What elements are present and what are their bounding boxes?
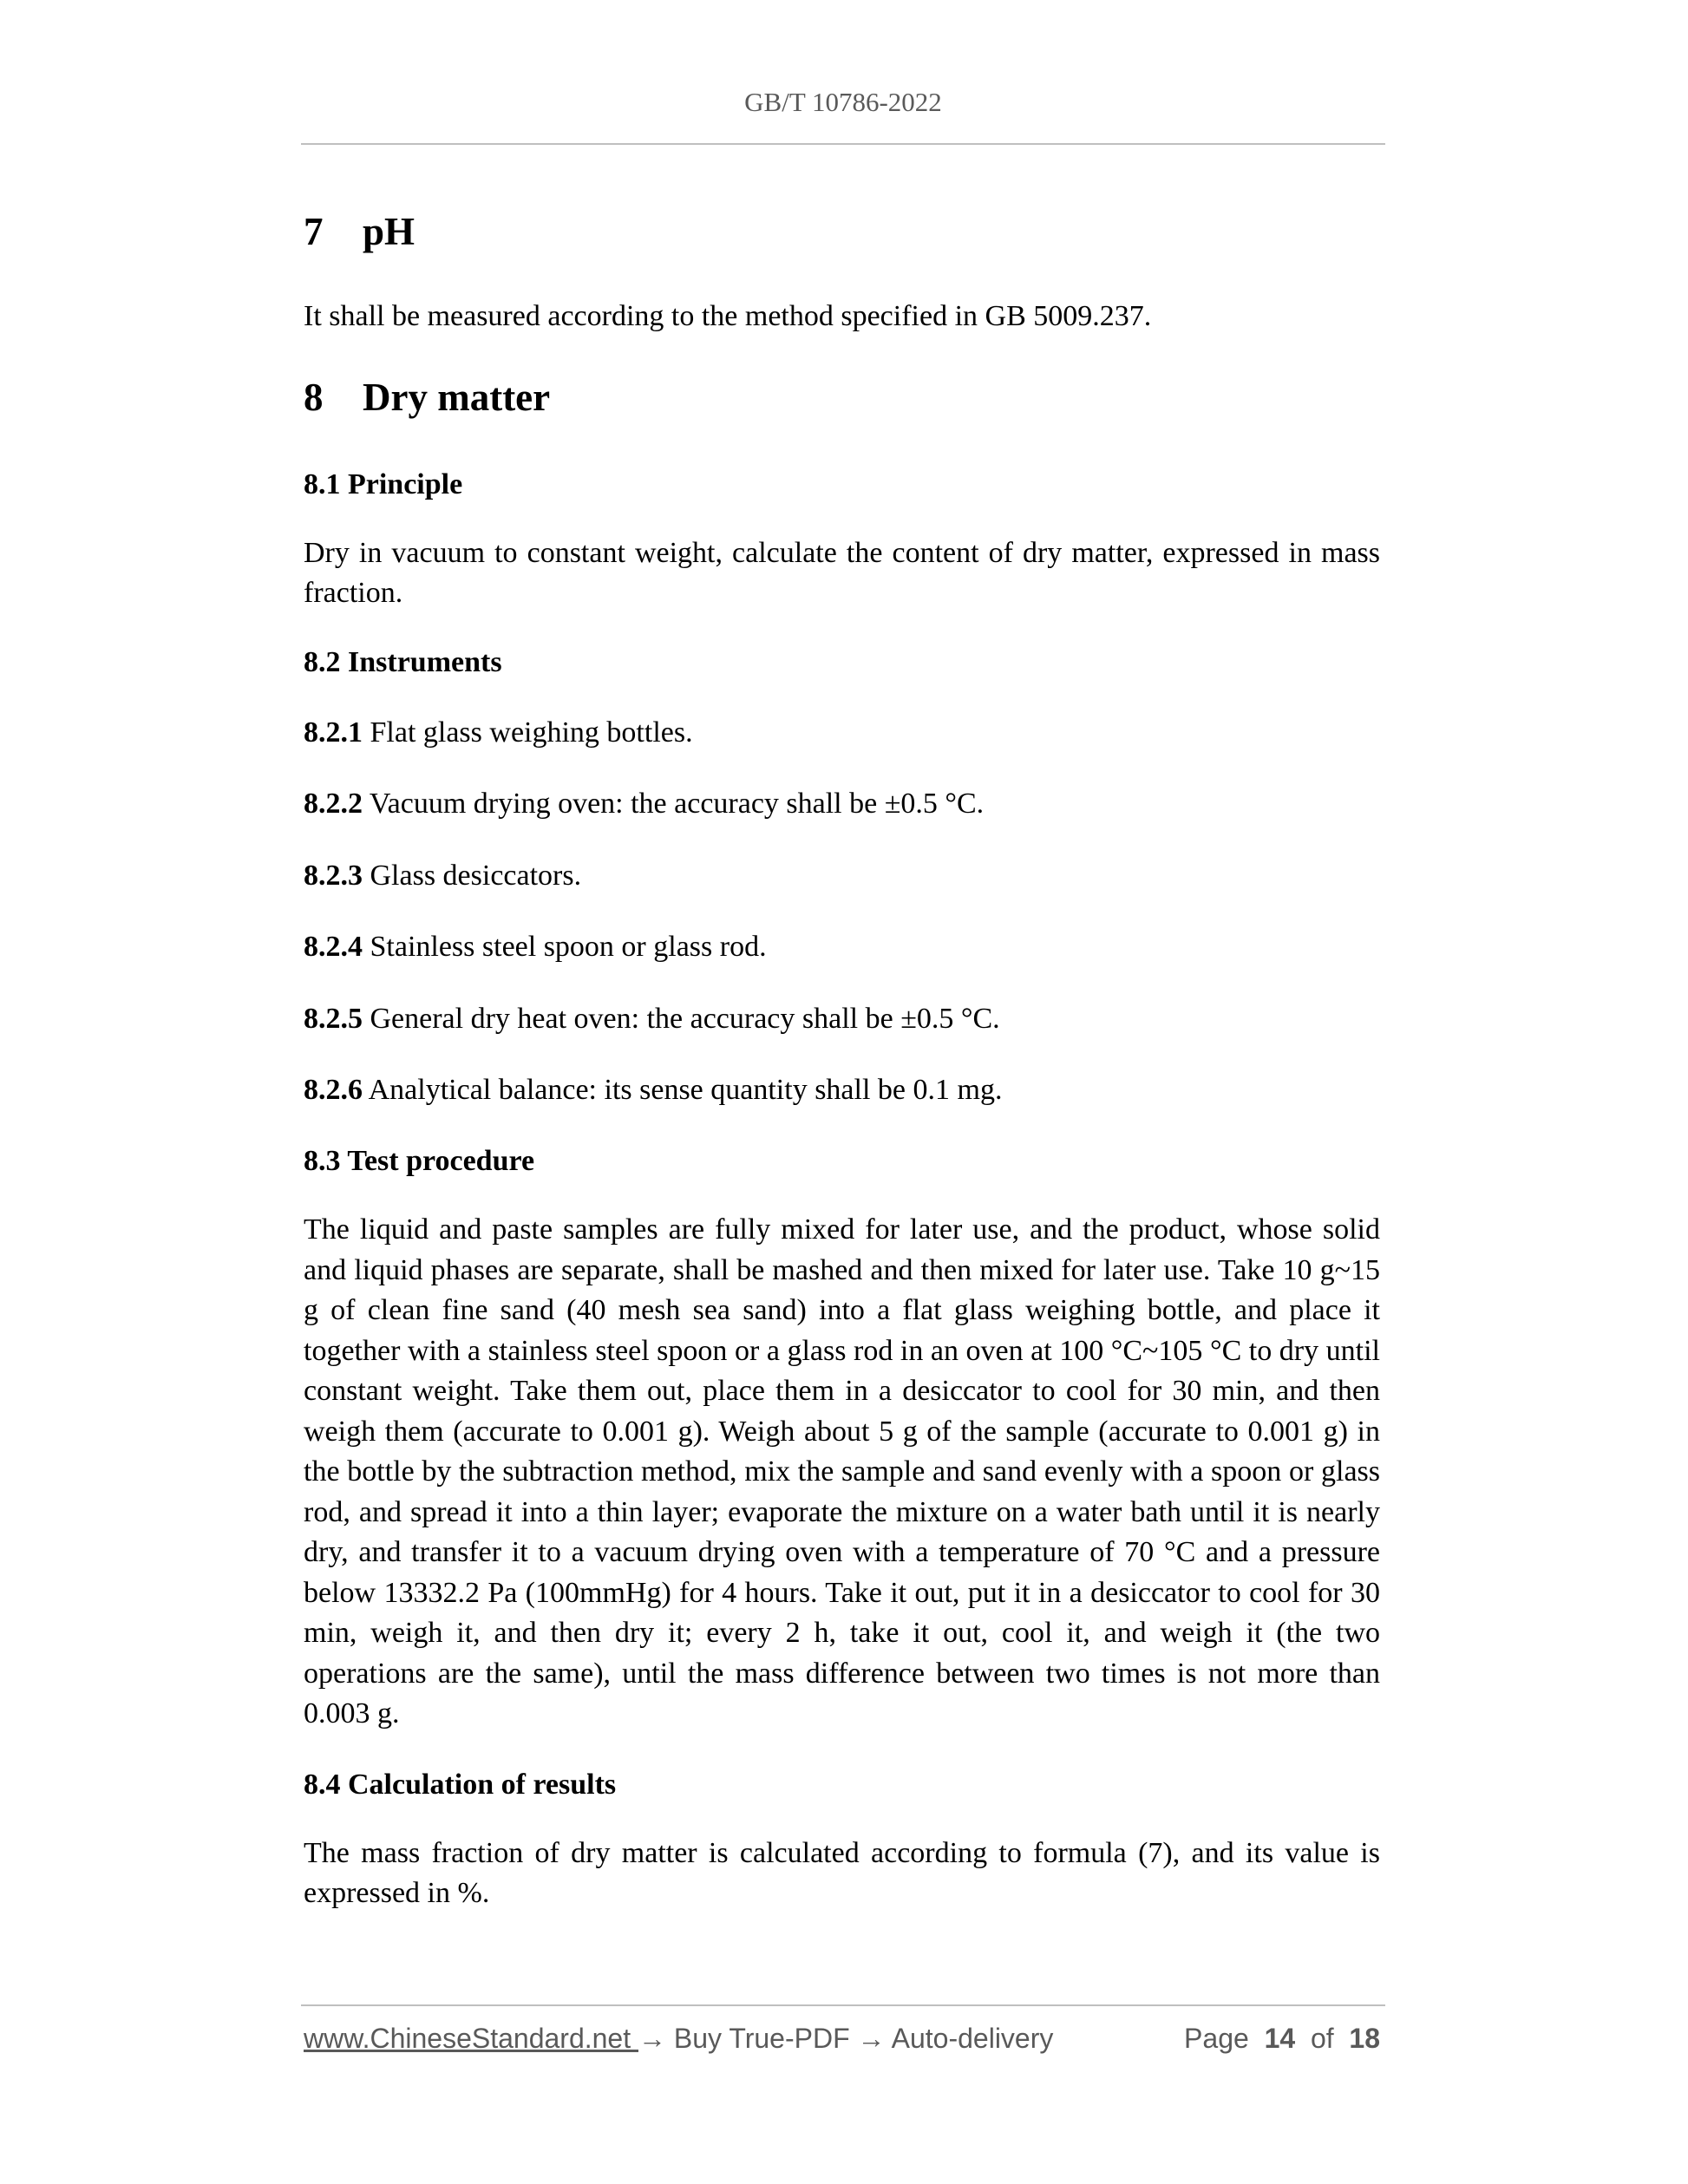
arrow-right-icon: → bbox=[857, 2023, 886, 2054]
section-7-heading bbox=[304, 208, 1380, 255]
subsection-8-4-body: The mass fraction of dry matter is calculated according to formula (7), and its value is expressed in %. bbox=[304, 1836, 1380, 1910]
item-text: Vacuum drying oven: the accuracy shall be ±0.5 °C. bbox=[363, 788, 985, 821]
item-text: Glass desiccators. bbox=[363, 859, 582, 892]
page-indicator bbox=[1184, 2023, 1380, 2055]
instrument-item bbox=[304, 999, 1380, 1040]
subsection-8-4-heading: 8.4 Calculation of results bbox=[304, 1768, 617, 1801]
subsection-8-3-body: The liquid and paste samples are fully mixed for later use, and the product, whose solid and liquid phases are separate, shall be mashed and then mixed for later use. Take 10 g~15 g of clean fine sand (40 mesh sea sand) into a flat glass weighing bottle, and place it together with a stainless steel spoon or a glass rod in an oven at 100 °C~105 °C to dry until constant weight. Take them out, place them in a desiccator to cool for 30 min, and then weigh them (accurate to 0.001 g). Weigh about 5 g of the sample (accurate to 0.001 g) in the bottle by the subtraction method, mix the sample and sand evenly with a spoon or glass rod, and spread it into a thin layer; evaporate the mixture on a water bath until it is nearly dry, and transfer it to a vacuum drying oven with a temperature of 70 °C and a pressure below 13332.2 Pa (100mmHg) for 4 hours. Take it out, put it in a desiccator to cool for 30 min, weigh it, and then dry it; every 2 h, take it out, cool it, and weigh it (the two operations are the same), until the mass difference between two times is not more than 0.003 g. bbox=[304, 1213, 1380, 1730]
website-link[interactable]: www.ChineseStandard.net bbox=[304, 2023, 638, 2054]
instrument-item bbox=[304, 784, 1380, 825]
page-footer bbox=[304, 2023, 1380, 2066]
item-number: 8.2.5 bbox=[304, 1002, 363, 1035]
section-number: 7 bbox=[304, 210, 324, 253]
item-number: 8.2.1 bbox=[304, 716, 363, 749]
item-text: Stainless steel spoon or glass rod. bbox=[363, 931, 767, 964]
auto-delivery-text: Auto-delivery bbox=[885, 2023, 1054, 2054]
instrument-item bbox=[304, 856, 1380, 897]
item-number: 8.2.2 bbox=[304, 788, 363, 821]
document-code-header: GB/T 10786-2022 bbox=[744, 87, 942, 117]
page-content bbox=[304, 199, 1380, 1914]
total-pages-number: 18 bbox=[1349, 2023, 1380, 2054]
subsection-8-3-heading: 8.3 Test procedure bbox=[304, 1144, 535, 1177]
item-text: General dry heat oven: the accuracy shall be ±0.5 °C. bbox=[363, 1002, 1000, 1035]
item-text: Flat glass weighing bottles. bbox=[363, 716, 693, 749]
section-title: pH bbox=[363, 210, 415, 253]
instrument-item bbox=[304, 927, 1380, 968]
header-divider bbox=[301, 143, 1385, 145]
buy-pdf-text: Buy True-PDF bbox=[666, 2023, 858, 2054]
instrument-item bbox=[304, 713, 1380, 754]
subsection-8-2-heading: 8.2 Instruments bbox=[304, 645, 502, 678]
footer-divider bbox=[301, 2004, 1385, 2006]
item-text: Analytical balance: its sense quantity shall be 0.1 mg. bbox=[363, 1074, 1003, 1107]
instrument-item bbox=[304, 1070, 1380, 1111]
subsection-8-1-heading: 8.1 Principle bbox=[304, 468, 463, 500]
item-number: 8.2.3 bbox=[304, 859, 363, 892]
subsection-8-1-body: Dry in vacuum to constant weight, calculate the content of dry matter, expressed in mass fraction. bbox=[304, 536, 1380, 610]
section-number: 8 bbox=[304, 375, 324, 419]
current-page-number: 14 bbox=[1264, 2023, 1296, 2054]
of-word: of bbox=[1310, 2023, 1334, 2054]
section-7-body: It shall be measured according to the method specified in GB 5009.237. bbox=[304, 300, 1152, 332]
arrow-right-icon: → bbox=[638, 2023, 666, 2054]
page-word: Page bbox=[1184, 2023, 1249, 2054]
section-title: Dry matter bbox=[363, 375, 551, 419]
item-number: 8.2.6 bbox=[304, 1074, 363, 1107]
footer-promo bbox=[304, 2023, 1053, 2055]
section-8-heading bbox=[304, 374, 1380, 421]
item-number: 8.2.4 bbox=[304, 931, 363, 964]
